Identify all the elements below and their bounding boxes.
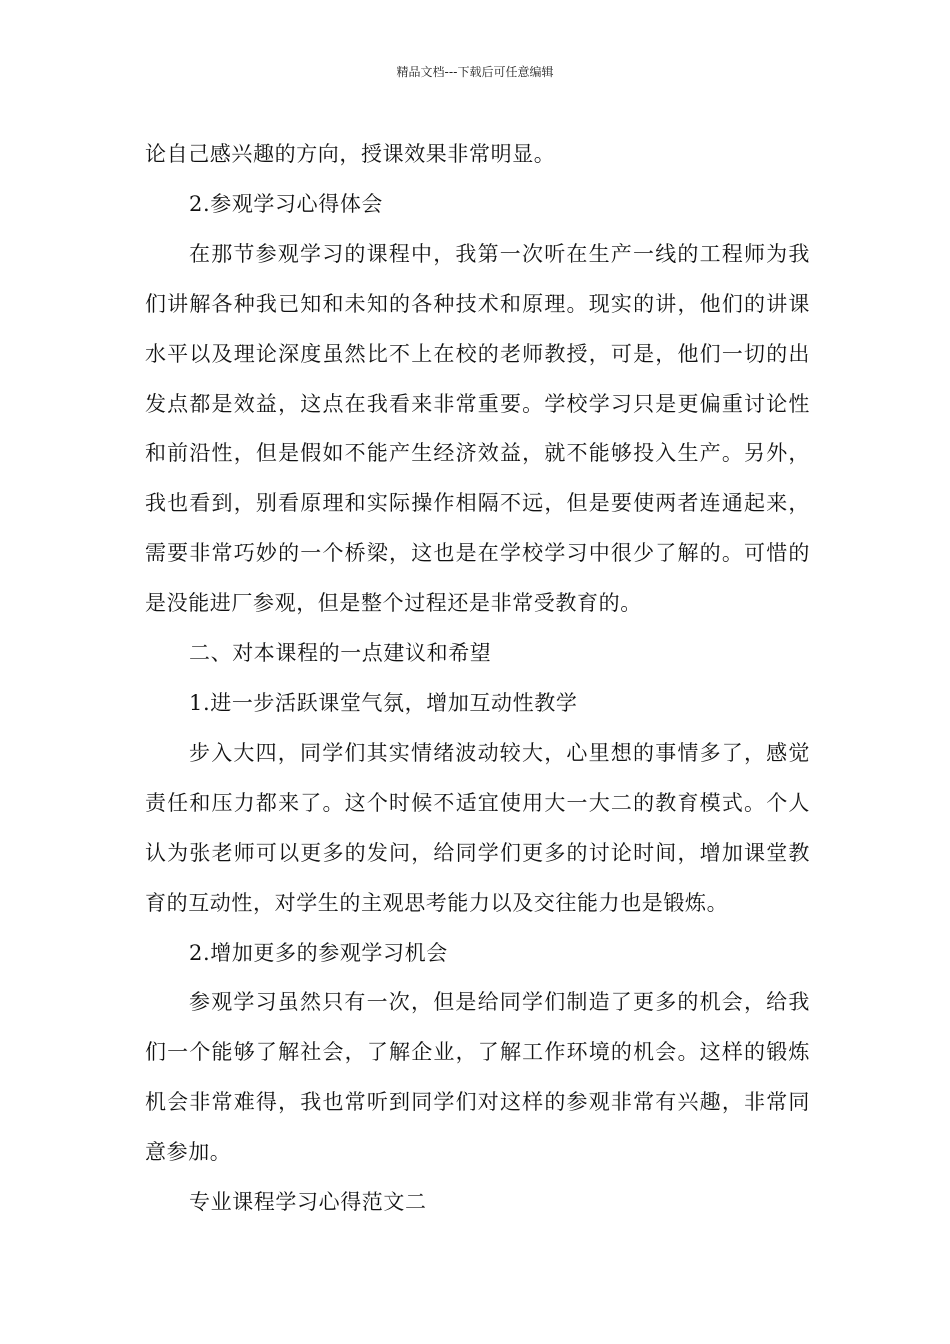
page-header: 精品文档---下载后可任意编辑 xyxy=(396,65,554,79)
paragraph-continuation: 论自己感兴趣的方向，授课效果非常明显。 xyxy=(145,142,556,166)
document-body xyxy=(145,130,810,1228)
subheading-more-visits: 2.增加更多的参观学习机会 xyxy=(189,940,448,965)
section-heading-suggestions: 二、对本课程的一点建议和希望 xyxy=(189,641,492,666)
paragraph-interactive-teaching: 步入大四，同学们其实情绪波动较大，心里想的事情多了，感觉责任和压力都来了。这个时候不适宜使用大一大二的教育模式。个人认为张老师可以更多的发问，给同学们更多的讨论时间，增加课堂教育的互动性，对学生的主观思考能力以及交往能力也是锻炼。 xyxy=(145,740,810,915)
essay-title-two: 专业课程学习心得范文二 xyxy=(189,1190,427,1215)
section-heading-visit-experience: 2.参观学习心得体会 xyxy=(189,191,384,216)
paragraph-visit-experience: 在那节参观学习的课程中，我第一次听在生产一线的工程师为我们讲解各种我已知和未知的各种技术和原理。现实的讲，他们的讲课水平以及理论深度虽然比不上在校的老师教授，可是，他们一切的出发点都是效益，这点在我看来非常重要。学校学习只是更偏重讨论性和前沿性，但是假如不能产生经济效益，就不能够投入生产。另外，我也看到，别看原理和实际操作相隔不远，但是要使两者连通起来，需要非常巧妙的一个桥梁，这也是在学校学习中很少了解的。可惜的是没能进厂参观，但是整个过程还是非常受教育的。 xyxy=(145,241,810,616)
paragraph-more-visits: 参观学习虽然只有一次，但是给同学们制造了更多的机会，给我们一个能够了解社会，了解企业，了解工作环境的机会。这样的锻炼机会非常难得，我也常听到同学们对这样的参观非常有兴趣，非常同意参加。 xyxy=(145,990,810,1165)
subheading-interactive-teaching: 1.进一步活跃课堂气氛，增加互动性教学 xyxy=(189,690,578,715)
